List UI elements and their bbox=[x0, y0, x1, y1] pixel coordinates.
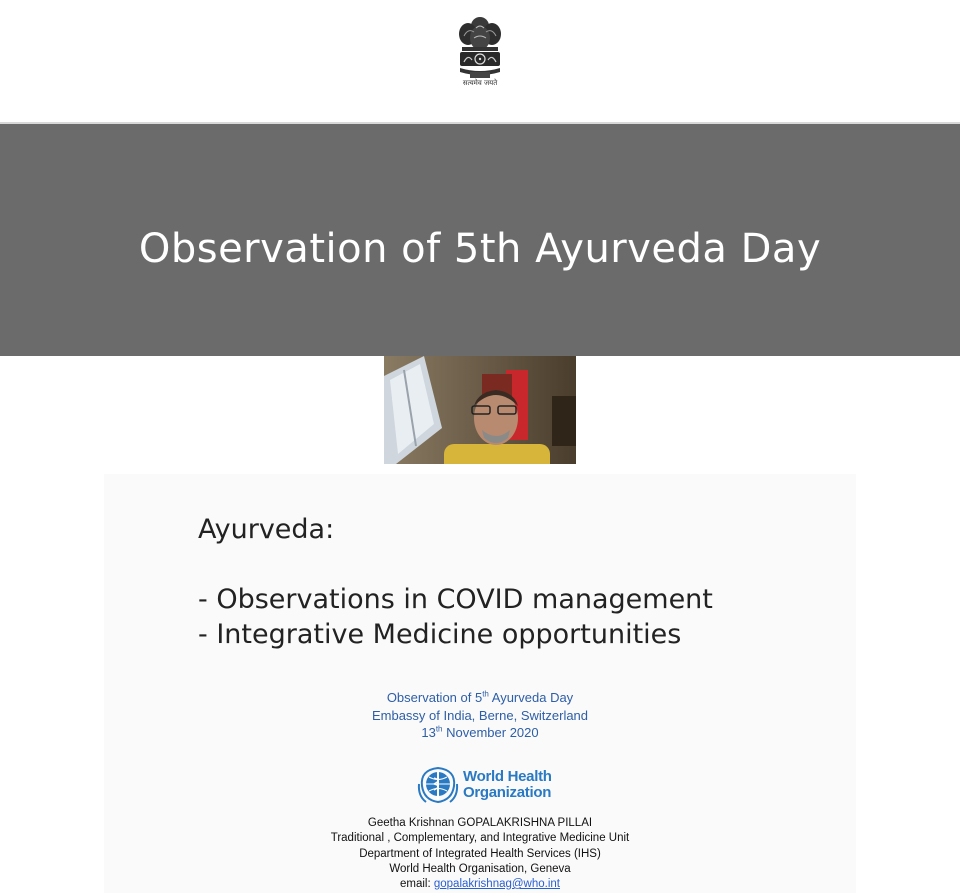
event-venue: Embassy of India, Berne, Switzerland bbox=[371, 708, 589, 723]
page-title: Observation of 5th Ayurveda Day bbox=[138, 226, 822, 272]
slide-bullet: - Integrative Medicine opportunities bbox=[198, 619, 682, 650]
who-emblem-icon bbox=[416, 764, 460, 806]
speaker-organisation: World Health Organisation, Geneva bbox=[389, 863, 571, 875]
email-label: email: bbox=[400, 878, 434, 890]
slide-heading: Ayurveda: bbox=[198, 514, 335, 545]
email-link[interactable]: gopalakrishnag@who.int bbox=[433, 878, 560, 890]
speaker-video-tile[interactable] bbox=[384, 356, 576, 464]
who-name-line: Organization bbox=[463, 784, 552, 801]
speaker-video-feed bbox=[384, 356, 576, 464]
event-date: 13th November 2020 bbox=[421, 724, 539, 740]
who-name bbox=[463, 769, 552, 801]
event-title: Observation of 5th Ayurveda Day bbox=[386, 689, 574, 705]
speaker-email bbox=[280, 878, 680, 890]
speaker-name: Geetha Krishnan GOPALAKRISHNA PILLAI bbox=[367, 817, 593, 829]
who-name-line: World Health bbox=[463, 768, 552, 785]
speaker-department: Department of Integrated Health Services (IHS) bbox=[359, 848, 601, 860]
slide-bullet: - Observations in COVID management bbox=[198, 584, 713, 615]
emblem-motto: सत्यमेव जयते bbox=[462, 79, 498, 87]
speaker-unit: Traditional , Complementary, and Integrative Medicine Unit bbox=[330, 832, 630, 844]
top-bar bbox=[0, 0, 960, 123]
